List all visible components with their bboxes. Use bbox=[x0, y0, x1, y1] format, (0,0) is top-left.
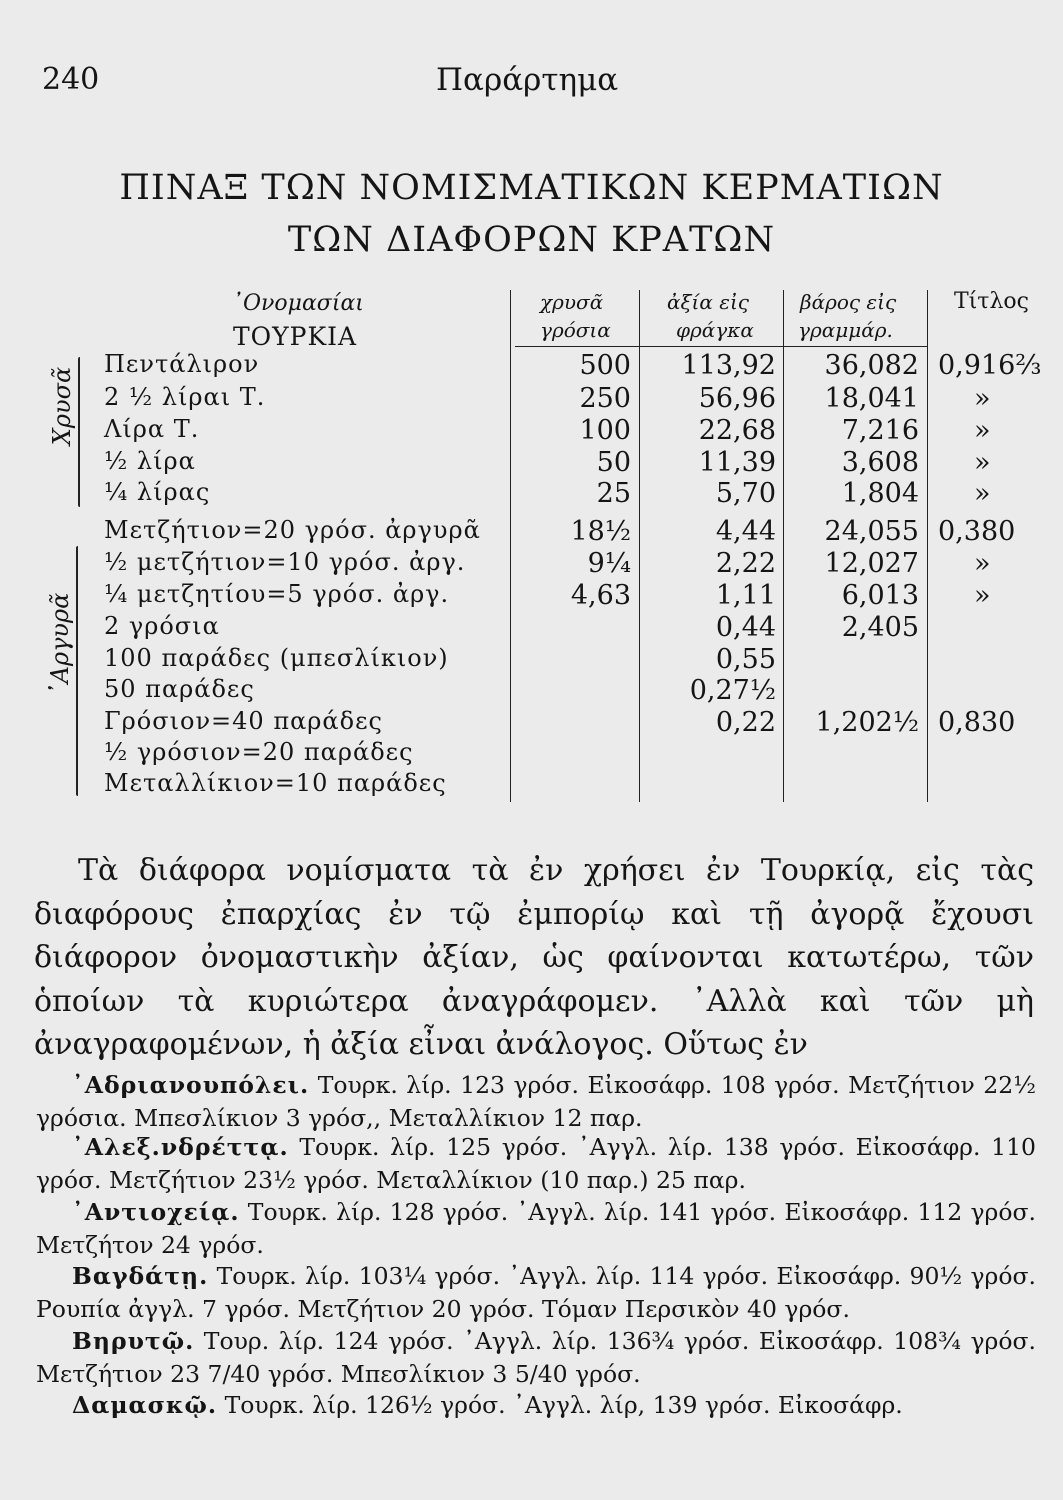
coin-name: Λίρα Τ. bbox=[104, 415, 200, 443]
value-francs: 0,44 bbox=[715, 612, 776, 643]
weight-grams: 1,202½ bbox=[815, 707, 919, 738]
col-weight-header-line1: βάρος εἰς bbox=[800, 290, 897, 314]
gold-piastres: 9¼ bbox=[587, 548, 631, 579]
city-rates: Τουρκ. λίρ. 103¼ γρόσ. ᾿Αγγλ. λίρ. 114 γρόσ. Εἰκοσάφρ. 90½ γρόσ. Ρουπία ἀγγλ. 7 γρόσ. Μετζήτιον 20 γρόσ. Τόμαν Περσικὸν 40 γρόσ. bbox=[36, 1262, 1036, 1323]
coin-name: ¼ μετζητίου=5 γρόσ. ἀργ. bbox=[104, 580, 450, 608]
coin-name: Γρόσιον=40 παράδες bbox=[104, 707, 383, 735]
value-francs: 56,96 bbox=[698, 383, 776, 414]
table-row bbox=[0, 675, 1063, 705]
coin-name: 2 γρόσια bbox=[104, 612, 220, 640]
gold-group-label: Χρυσᾶ bbox=[48, 366, 76, 446]
city-rates: Τουρκ. λίρ. 123 γρόσ. Εἰκοσάφρ. 108 γρόσ. Μετζήτιον 22½ γρόσια. Μπεσλίκιον 3 γρόσ,, Μεταλλίκιον 12 παρ. bbox=[36, 1071, 1036, 1132]
intro-paragraph bbox=[34, 849, 1034, 1067]
coin-name: 100 παράδες (μπεσλίκιον) bbox=[104, 644, 449, 672]
weight-grams: 6,013 bbox=[841, 580, 919, 611]
city-name: ᾿Αλεξ.νδρέττᾳ. bbox=[72, 1133, 289, 1161]
country-heading: ΤΟΥΡΚΙΑ bbox=[233, 322, 358, 351]
coin-name: ½ λίρα bbox=[104, 447, 196, 475]
gold-piastres: 500 bbox=[579, 350, 631, 381]
table-title-line1: ΠΙΝΑΞ ΤΩΝ ΝΟΜΙΣΜΑΤΙΚΩΝ ΚΕΡΜΑΤΙΩΝ bbox=[119, 168, 944, 208]
table-title-line2: ΤΩΝ ΔΙΑΦΟΡΩΝ ΚΡΑΤΩΝ bbox=[287, 220, 776, 260]
coin-name: ½ μετζήτιον=10 γρόσ. ἀργ. bbox=[104, 548, 466, 576]
city-entry bbox=[36, 1389, 1036, 1422]
gold-piastres: 18½ bbox=[570, 516, 631, 547]
gold-piastres: 100 bbox=[579, 415, 631, 446]
city-name: Δαμασκῷ. bbox=[72, 1391, 218, 1419]
coin-name: 2 ½ λίραι Τ. bbox=[104, 383, 266, 411]
col-weight-header-line2: γραμμάρ. bbox=[798, 318, 893, 342]
coin-name: 50 παράδες bbox=[104, 675, 255, 703]
city-rates: Τουρκ. λίρ. 128 γρόσ. ᾿Αγγλ. λίρ. 141 γρόσ. Εἰκοσάφρ. 112 γρόσ. Μετζήτον 24 γρόσ. bbox=[36, 1198, 1036, 1259]
fineness: 0,916⅔ bbox=[938, 350, 1042, 381]
weight-grams: 7,216 bbox=[841, 415, 919, 446]
running-title: Παράρτημα bbox=[436, 62, 619, 98]
table-row bbox=[0, 644, 1063, 674]
col-francs-header-line1: ἀξία εἰς bbox=[667, 290, 750, 314]
city-rates: Τουρκ. λίρ. 126½ γρόσ. ᾿Αγγλ. λίρ, 139 γρόσ. Εἰκοσάφρ. bbox=[224, 1391, 903, 1419]
fineness: 0,830 bbox=[938, 707, 1016, 738]
city-rates: Τουρκ. λίρ. 125 γρόσ. ᾿Αγγλ. λίρ. 138 γρόσ. Εἰκοσάφρ. 110 γρόσ. Μετζήτιον 23½ γρόσ. Μεταλλίκιον (10 παρ.) 25 παρ. bbox=[36, 1133, 1036, 1194]
weight-grams: 3,608 bbox=[841, 447, 919, 478]
city-entry bbox=[36, 1069, 1036, 1134]
coin-name: ½ γρόσιον=20 παράδες bbox=[104, 738, 414, 766]
fineness: » bbox=[974, 383, 991, 414]
col-gold-header-line1: χρυσᾶ bbox=[540, 290, 604, 314]
table-row bbox=[0, 548, 1063, 578]
table-row bbox=[0, 350, 1063, 380]
fineness: 0,380 bbox=[938, 516, 1016, 547]
fineness: » bbox=[974, 447, 991, 478]
col-title-header: Τίτλος bbox=[954, 289, 1029, 314]
table-row bbox=[0, 612, 1063, 642]
table-row bbox=[0, 738, 1063, 768]
value-francs: 11,39 bbox=[698, 447, 776, 478]
city-rates: Τουρ. λίρ. 124 γρόσ. ᾿Αγγλ. λίρ. 136¾ γρόσ. Εἰκοσάφρ. 108¾ γρόσ. Μετζήτιον 23 7/40 γρόσ. Μπεσλίκιον 3 5/40 γρόσ. bbox=[36, 1327, 1036, 1388]
table-row bbox=[0, 769, 1063, 799]
coin-name: Μεταλλίκιον=10 παράδες bbox=[104, 769, 447, 797]
coin-name: Μετζήτιον=20 γρόσ. ἀργυρᾶ bbox=[104, 516, 481, 544]
city-entry bbox=[36, 1260, 1036, 1325]
weight-grams: 36,082 bbox=[824, 350, 919, 381]
value-francs: 2,22 bbox=[715, 548, 776, 579]
intro-paragraph-text: Τὰ διάφορα νομίσματα τὰ ἐν χρήσει ἐν Τουρκίᾳ, εἰς τὰς διαφόρους ἐπαρχίας ἐν τῷ ἐμπορίῳ καὶ τῇ ἀγορᾷ ἔχουσι διάφορον ὀνομαστικὴν ἀξίαν, ὡς φαίνονται κατωτέρω, τῶν ὁποίων τὰ κυριώτερα ἀναγράφομεν. ᾿Αλλὰ καὶ τῶν μὴ ἀναγραφομένων, ἡ ἀξία εἶναι ἀνάλογος. Οὕτως ἐν bbox=[34, 853, 1034, 1062]
weight-grams: 18,041 bbox=[824, 383, 919, 414]
header-underline bbox=[515, 346, 927, 347]
value-francs: 0,22 bbox=[715, 707, 776, 738]
city-entry bbox=[36, 1196, 1036, 1261]
weight-grams: 24,055 bbox=[824, 516, 919, 547]
city-entry bbox=[36, 1131, 1036, 1196]
col-gold-header-line2: γρόσια bbox=[540, 318, 611, 342]
weight-grams: 1,804 bbox=[841, 478, 919, 509]
table-row bbox=[0, 580, 1063, 610]
table-row bbox=[0, 415, 1063, 445]
city-entry bbox=[36, 1325, 1036, 1390]
weight-grams: 2,405 bbox=[841, 612, 919, 643]
city-name: ᾿Αδριανουπόλει. bbox=[72, 1071, 310, 1099]
fineness: » bbox=[974, 415, 991, 446]
value-francs: 0,27½ bbox=[689, 675, 776, 706]
coin-name: Πεντάλιρον bbox=[104, 350, 260, 378]
city-name: ᾿Αντιοχείᾳ. bbox=[72, 1198, 240, 1226]
gold-piastres: 25 bbox=[596, 478, 631, 509]
fineness: » bbox=[974, 478, 991, 509]
col-francs-header-line2: φράγκα bbox=[676, 318, 754, 342]
gold-piastres: 250 bbox=[579, 383, 631, 414]
names-header: ᾿Ονομασίαι bbox=[232, 291, 364, 316]
table-row bbox=[0, 478, 1063, 508]
fineness: » bbox=[974, 580, 991, 611]
fineness: » bbox=[974, 548, 991, 579]
value-francs: 22,68 bbox=[698, 415, 776, 446]
city-name: Βαγδάτῃ. bbox=[72, 1262, 209, 1290]
table-row bbox=[0, 516, 1063, 546]
silver-group-label: ᾿Αργυρᾶ bbox=[46, 592, 74, 696]
gold-piastres: 50 bbox=[596, 447, 631, 478]
city-name: Βηρυτῷ. bbox=[72, 1327, 195, 1355]
table-row bbox=[0, 383, 1063, 413]
table-row bbox=[0, 707, 1063, 737]
value-francs: 5,70 bbox=[715, 478, 776, 509]
value-francs: 4,44 bbox=[715, 516, 776, 547]
gold-piastres: 4,63 bbox=[570, 580, 631, 611]
value-francs: 1,11 bbox=[715, 580, 776, 611]
page-number: 240 bbox=[42, 62, 100, 97]
coin-name: ¼ λίρας bbox=[104, 478, 211, 506]
weight-grams: 12,027 bbox=[824, 548, 919, 579]
value-francs: 113,92 bbox=[681, 350, 776, 381]
value-francs: 0,55 bbox=[715, 644, 776, 675]
table-row bbox=[0, 447, 1063, 477]
